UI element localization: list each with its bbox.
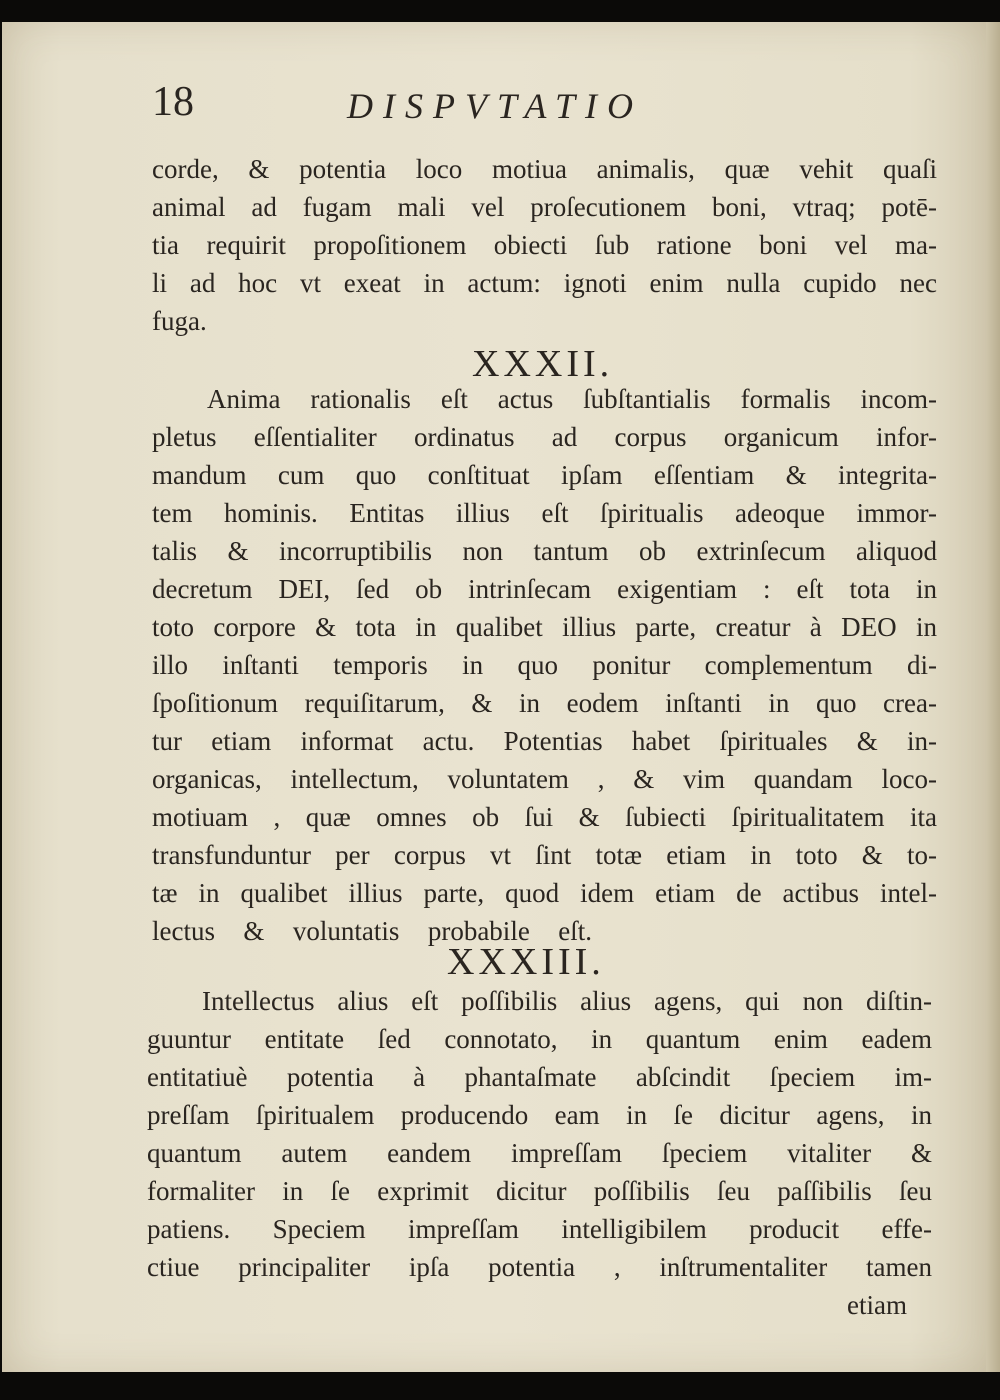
text-line: fuga. [152,306,207,336]
text-line: toto corpore & tota in qualibet illius parte, creatur à DEO in [152,612,937,642]
text-line: tur etiam informat actu. Potentias habet ſpirituales & in- [152,726,937,756]
text-line: li ad hoc vt exeat in actum: ignoti enim nulla cupido nec [152,268,937,298]
text-line: guuntur entitate ſed connotato, in quantum enim eadem [147,1024,932,1054]
text-line: Intellectus alius eſt poſſibilis alius agens, qui non diſtin- [202,986,932,1016]
catchword: etiam [847,1290,907,1320]
text-line: preſſam ſpiritualem producendo eam in ſe dicitur agens, in [147,1100,932,1130]
text-line: corde, & potentia loco motiua animalis, quæ vehit quaſi [152,154,937,184]
text-line: formaliter in ſe exprimit dicitur poſſibilis ſeu paſſibilis ſeu [147,1176,932,1206]
text-line: mandum cum quo conſtituat ipſam eſſentiam & integrita- [152,460,937,490]
text-line: decretum DEI, ſed ob intrinſecam exigentiam : eſt tota in [152,574,937,604]
text-line: talis & incorruptibilis non tantum ob extrinſecum aliquod [152,536,937,566]
text-line: quantum autem eandem impreſſam ſpeciem vitaliter & [147,1138,932,1168]
section-heading: XXXIII. [447,941,605,983]
text-line: tæ in qualibet illius parte, quod idem etiam de actibus intel- [152,878,937,908]
page-edge [986,22,1000,1372]
text-line: lectus & voluntatis probabile eſt. [152,916,592,946]
book-page [2,22,988,1372]
text-line: organicas, intellectum, voluntatem , & vim quandam loco- [152,764,937,794]
text-line: entitatiuè potentia à phantaſmate abſcindit ſpeciem im- [147,1062,932,1092]
text-line: animal ad fugam mali vel proſecutionem boni, vtraq; potē- [152,192,937,222]
text-line: motiuam , quæ omnes ob ſui & ſubiecti ſpiritualitatem ita [152,802,937,832]
text-line: Anima rationalis eſt actus ſubſtantialis formalis incom- [207,384,937,414]
running-head: DISPVTATIO [347,86,643,126]
text-line: ctiue principaliter ipſa potentia , inſtrumentaliter tamen [147,1252,932,1282]
section-heading: XXXII. [472,343,614,385]
text-line: pletus eſſentialiter ordinatus ad corpus organicum infor- [152,422,937,452]
text-line: tia requirit propoſitionem obiecti ſub ratione boni vel ma- [152,230,937,260]
text-line: tem hominis. Entitas illius eſt ſpiritualis adeoque immor- [152,498,937,528]
body-text [2,22,988,1372]
text-line: ſpoſitionum requiſitarum, & in eodem inſtanti in quo crea- [152,688,937,718]
text-line: transfunduntur per corpus vt ſint totæ etiam in toto & to- [152,840,937,870]
page-number: 18 [152,79,194,125]
text-line: illo inſtanti temporis in quo ponitur complementum di- [152,650,937,680]
scan-border [0,1372,1000,1400]
text-line: patiens. Speciem impreſſam intelligibilem producit effe- [147,1214,932,1244]
